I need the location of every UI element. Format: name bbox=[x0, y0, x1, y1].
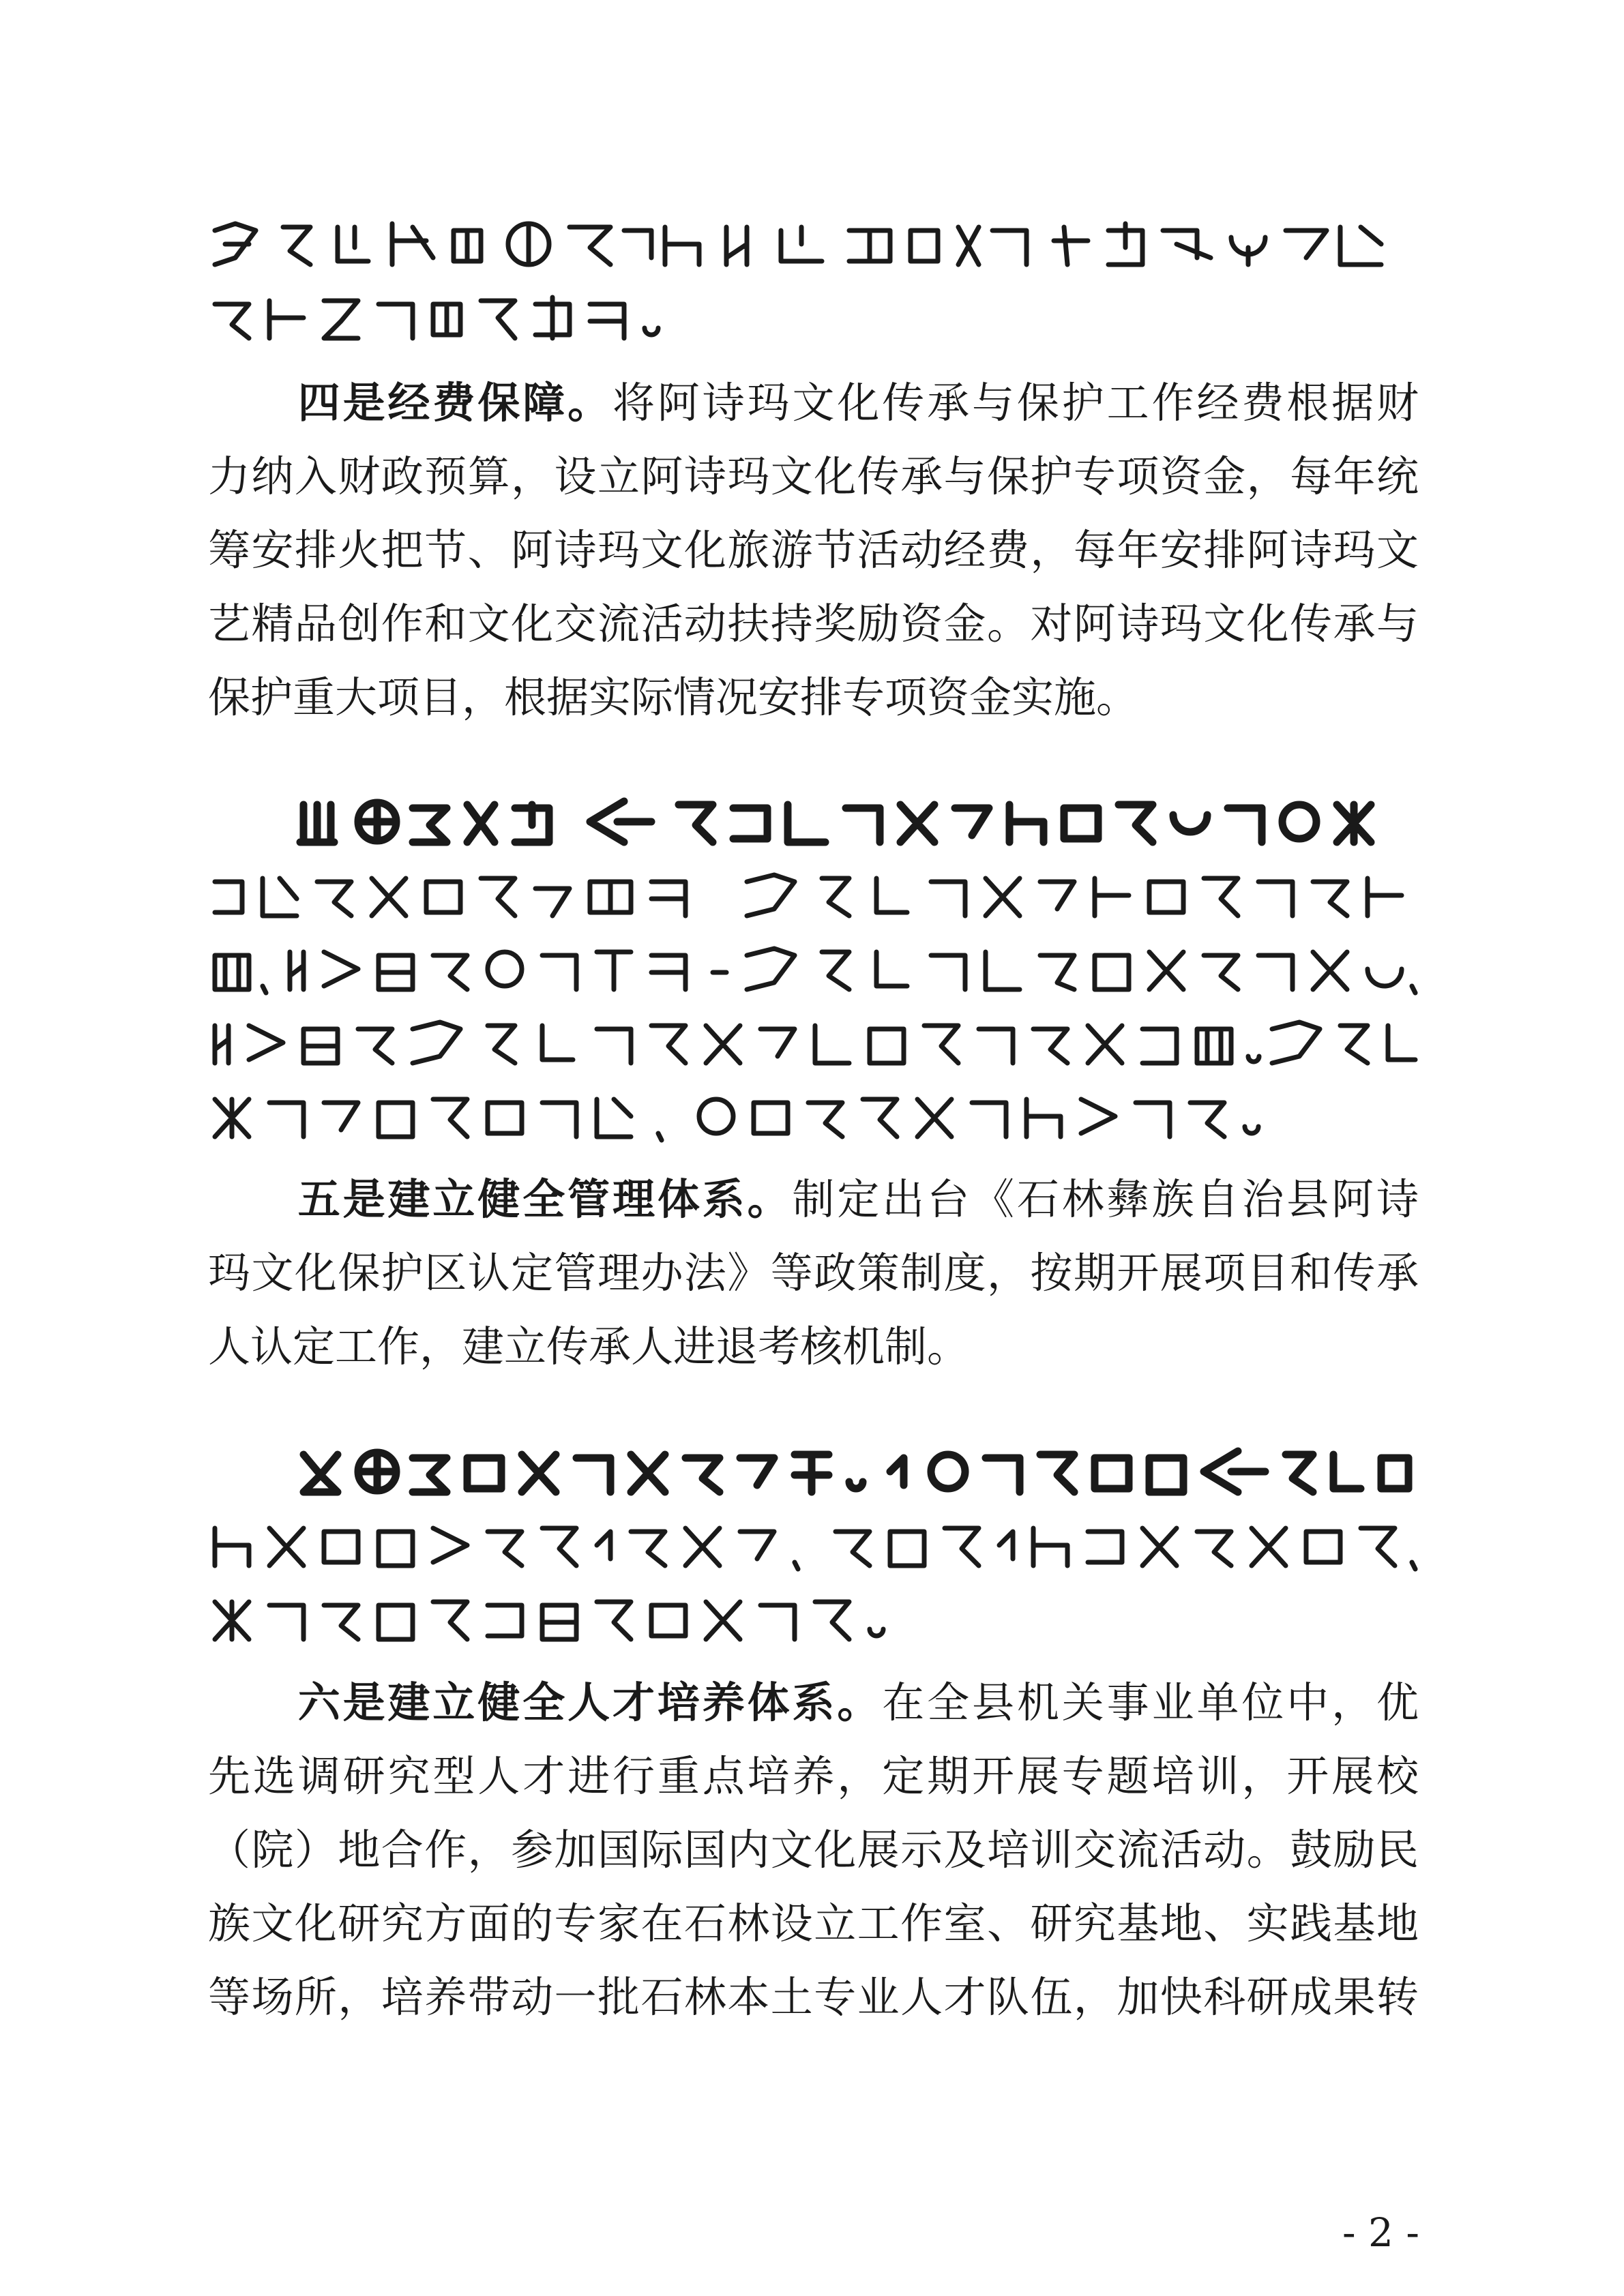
yi-text-block-2-line-2 bbox=[208, 868, 1419, 923]
paragraph-line: 力纳入财政预算，设立阿诗玛文化传承与保护专项资金，每年统 bbox=[208, 451, 1419, 501]
yi-text-block-1-line-1 bbox=[208, 217, 1419, 271]
yi-text-block-2-line-1 bbox=[208, 794, 1419, 849]
paragraph-management bbox=[208, 1163, 1419, 1384]
yi-text-block-1-line-2 bbox=[208, 290, 685, 345]
paragraph-lead: 六是建立健全人才培养体系。 bbox=[297, 1678, 883, 1727]
paragraph-line: 等场所，培养带动一批石林本土专业人才队伍，加快科研成果转 bbox=[208, 1972, 1419, 2022]
yi-text-block-2-line-5 bbox=[208, 1089, 1419, 1144]
page-number: - 2 - bbox=[1342, 2209, 1419, 2256]
paragraph-funding bbox=[208, 366, 1419, 734]
yi-text-block-3-line-3 bbox=[208, 1592, 924, 1646]
paragraph-line: 人认定工作，建立传承人进退考核机制。 bbox=[208, 1322, 970, 1371]
paragraph-talent bbox=[208, 1666, 1419, 2034]
paragraph-line: 六是建立健全人才培养体系。在全县机关事业单位中，优 bbox=[297, 1678, 1419, 1727]
paragraph-line: 五是建立健全管理体系。制定出台《石林彝族自治县阿诗 bbox=[297, 1174, 1419, 1224]
paragraph-line: 保护重大项目，根据实际情况安排专项资金实施。 bbox=[208, 672, 1139, 722]
paragraph-line: 玛文化保护区认定管理办法》等政策制度，按期开展项目和传承 bbox=[208, 1248, 1419, 1298]
yi-text-block-2-line-4 bbox=[208, 1015, 1419, 1070]
paragraph-line: （院）地合作，参加国际国内文化展示及培训交流活动。鼓励民 bbox=[208, 1825, 1419, 1875]
paragraph-line: 筹安排火把节、阿诗玛文化旅游节活动经费，每年安排阿诗玛文 bbox=[208, 525, 1419, 575]
paragraph-lead: 五是建立健全管理体系。 bbox=[297, 1174, 793, 1224]
yi-text-block-2-line-3 bbox=[208, 942, 1419, 996]
yi-text-block-3-line-1 bbox=[208, 1444, 1419, 1499]
paragraph-line: 艺精品创作和文化交流活动扶持奖励资金。对阿诗玛文化传承与 bbox=[208, 599, 1419, 648]
paragraph-line: 先选调研究型人才进行重点培养，定期开展专题培训，开展校 bbox=[208, 1751, 1419, 1801]
paragraph-line: 四是经费保障。将阿诗玛文化传承与保护工作经费根据财 bbox=[297, 378, 1419, 428]
paragraph-line: 族文化研究方面的专家在石林设立工作室、研究基地、实践基地 bbox=[208, 1898, 1419, 1948]
paragraph-lead: 四是经费保障。 bbox=[297, 378, 612, 428]
yi-text-block-3-line-2 bbox=[208, 1518, 1419, 1572]
